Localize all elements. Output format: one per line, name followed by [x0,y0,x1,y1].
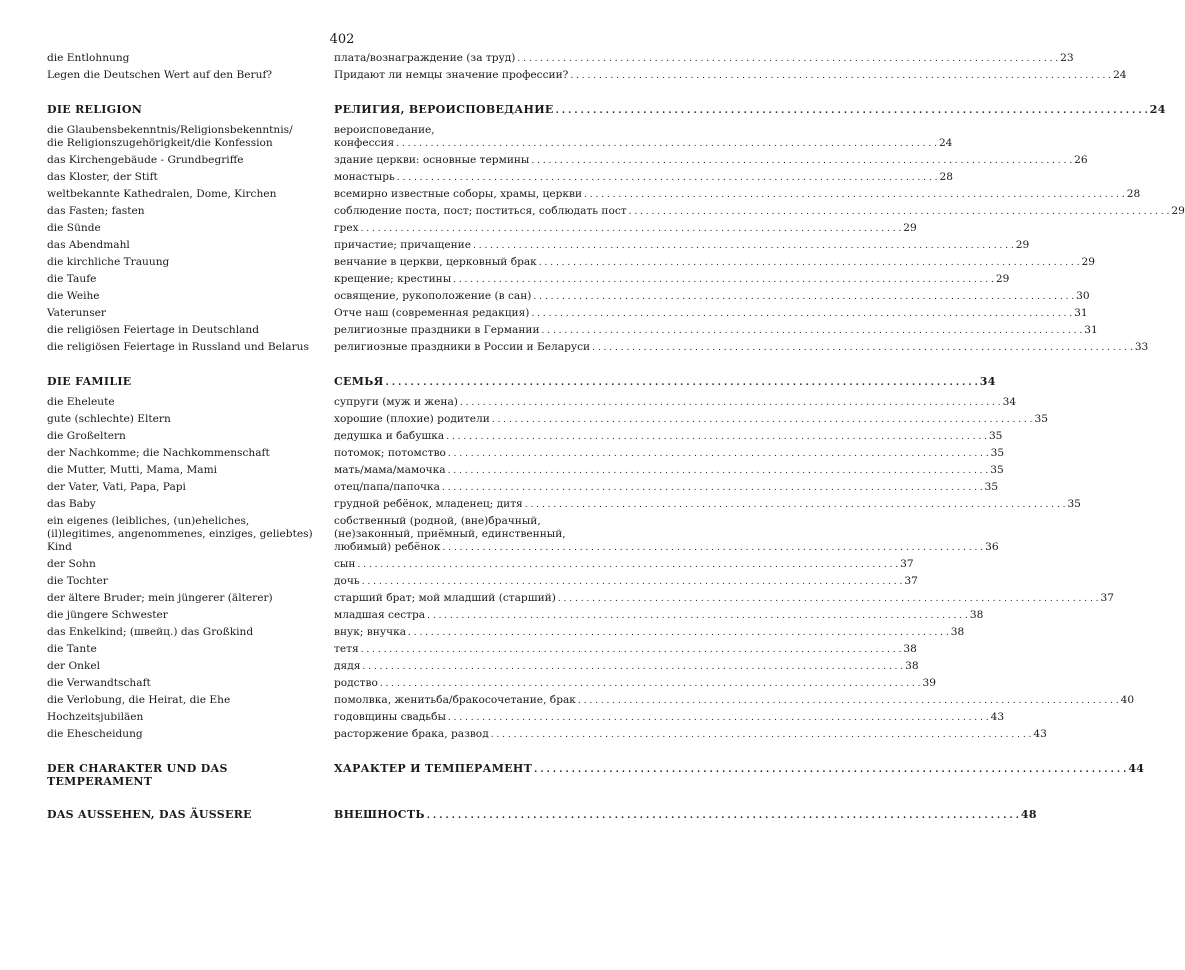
ru-title: супруги (муж и жена) [334,396,458,408]
entry-ru [334,124,953,151]
page-ref: 35 [990,447,1005,459]
page-ref: 24 [938,137,953,149]
page-ref: 34 [979,375,996,388]
ru-title: здание церкви: основные термины [334,154,530,166]
ru-final-line [334,541,999,555]
entry-ru [334,447,1005,461]
page-ref: 38 [903,643,917,655]
ru-leading-lines: вероисповедание, [334,124,435,136]
entry-de: die religiösen Feiertage in Russland und Belarus [47,341,309,353]
toc-entry[interactable] [47,464,1004,478]
page-ref: 36 [985,541,999,553]
page-ref: 24 [1149,103,1166,116]
ru-final-line [334,290,1090,304]
page-ref: 29 [1171,205,1185,217]
ru-final-line [334,103,1166,118]
toc-entry[interactable] [47,430,1003,444]
entry-de: das Kloster, der Stift [47,171,158,183]
toc-entry[interactable] [47,52,1074,66]
page-ref: 40 [1120,694,1135,706]
ru-final-line [334,728,1047,742]
ru-final-line [334,375,996,390]
heading-ru [334,103,1166,118]
entry-de: die religiösen Feiertage in Deutschland [47,324,260,336]
dot-leader [394,137,939,151]
page-number: 402 [329,32,355,47]
ru-final-line [334,222,917,236]
entry-ru [334,643,917,657]
page-ref: 37 [904,575,918,587]
dot-leader [406,626,951,640]
page-ref: 28 [1126,188,1141,200]
page-ref: 37 [900,558,914,570]
dot-leader [590,341,1135,355]
toc-entry[interactable] [47,575,918,589]
ru-final-line [334,307,1088,321]
entry-de: das Baby [47,498,96,510]
toc-entry[interactable] [47,660,919,674]
dot-leader [446,447,991,461]
table-of-contents [47,52,1185,843]
entry-ru [334,341,1149,355]
page-ref: 26 [1074,154,1088,166]
page-ref: 35 [1034,413,1049,425]
ru-final-line [334,205,1185,219]
entry-de: weltbekannte Kathedralen, Dome, Kirchen [47,188,277,200]
ru-title: внук; внучка [334,626,407,638]
ru-final-line [334,498,1081,512]
dot-leader [359,643,904,657]
ru-title: венчание в церкви, церковный брак [334,256,537,268]
entry-de: die Verlobung, die Heirat, die Ehe [47,694,231,706]
entry-de: die Sünde [47,222,101,234]
dot-leader [444,430,989,444]
entry-de: die Eheleute [47,396,115,408]
entry-de: der Nachkomme; die Nachkommenschaft [47,447,270,459]
dot-leader [556,592,1101,606]
entry-ru [334,396,1017,410]
page-ref: 24 [1113,69,1127,81]
ru-final-line [334,447,1005,461]
ru-title: сын [334,558,356,570]
dot-leader [529,307,1074,321]
ru-final-line [334,609,984,623]
dot-leader [440,481,985,495]
ru-title: мать/мама/мамочка [334,464,446,476]
ru-title: ВНЕШНОСТЬ [334,808,425,821]
entry-ru [334,498,1081,512]
ru-final-line [334,396,1017,410]
dot-leader [425,609,970,623]
dot-leader [384,375,980,390]
page-ref: 31 [1084,324,1098,336]
page-ref: 33 [1134,341,1149,353]
entry-ru [334,290,1090,304]
page-ref: 38 [950,626,965,638]
ru-final-line [334,171,953,185]
toc-entry[interactable] [47,324,1098,338]
page-ref: 29 [903,222,917,234]
entry-de: die Weihe [47,290,100,302]
entry-de: der ältere Bruder; mein jüngerer (älterer) [47,592,273,604]
toc-entry[interactable] [47,515,999,555]
ru-title: крещение; крестины [334,273,452,285]
ru-title: отец/папа/папочка [334,481,440,493]
ru-title: родство [334,677,378,689]
dot-leader [489,728,1034,742]
ru-title: СЕМЬЯ [334,375,384,388]
entry-de: ein eigenes (leibliches, (un)eheliches, (il)legitimes, angenommenes, einziges, geliebtes) Kind [47,515,313,553]
entry-ru [334,205,1185,219]
dot-leader [540,324,1085,338]
dot-leader [359,222,904,236]
ru-final-line [334,694,1135,708]
dot-leader [531,290,1076,304]
ru-final-line [334,256,1095,270]
ru-title: помолвка, женитьба/бракосочетание, брак [334,694,576,706]
entry-ru [334,222,917,236]
entry-ru [334,188,1141,202]
ru-final-line [334,762,1145,777]
dot-leader [529,154,1074,168]
toc-entry[interactable] [47,273,1010,287]
ru-title: дедушка и бабушка [334,430,445,442]
page-ref: 38 [905,660,919,672]
ru-title: тетя [334,643,359,655]
ru-title: религиозные праздники в России и Беларуси [334,341,591,353]
page-ref: 43 [1033,728,1047,740]
page-ref: 30 [1076,290,1090,302]
section-heading[interactable] [47,103,1166,118]
toc-entry[interactable] [47,643,917,657]
entry-ru [334,575,918,589]
toc-entry[interactable] [47,290,1090,304]
entry-ru [334,558,914,572]
ru-final-line [334,188,1141,202]
page-ref: 48 [1020,808,1037,821]
heading-de: DER CHARAKTER UND DAS TEMPERAMENT [47,762,228,788]
page-ref: 37 [1100,592,1115,604]
entry-de: der Sohn [47,558,96,570]
page-ref: 43 [990,711,1005,723]
entry-de: die Mutter, Mutti, Mama, Mami [47,464,218,476]
entry-de: die jüngere Schwester [47,609,168,621]
ru-final-line [334,239,1030,253]
ru-title: Придают ли немцы значение профессии? [334,69,569,81]
toc-entry[interactable] [47,558,914,572]
ru-final-line [334,808,1037,823]
page-ref: 29 [1081,256,1095,268]
toc-entry[interactable] [47,413,1049,427]
entry-ru [334,413,1049,427]
dot-leader [446,711,991,725]
entry-de: Vaterunser [47,307,106,319]
entry-de: die Tante [47,643,97,655]
section-heading[interactable] [47,762,1145,788]
ru-final-line [334,558,914,572]
entry-ru [334,324,1098,338]
toc-entry[interactable] [47,222,917,236]
entry-ru [334,52,1074,66]
entry-ru [334,239,1030,253]
entry-de: das Enkelkind; (швейц.) das Großkind [47,626,254,638]
entry-ru [334,464,1004,478]
toc-entry[interactable] [47,171,953,185]
toc-entry[interactable] [47,256,1095,270]
ru-title: потомок; потомство [334,447,446,459]
entry-de: gute (schlechte) Eltern [47,413,171,425]
dot-leader [360,575,905,589]
entry-de: die Taufe [47,273,97,285]
ru-title: дочь [334,575,360,587]
ru-final-line [334,464,1004,478]
entry-ru [334,154,1088,168]
dot-leader [471,239,1016,253]
page-ref: 35 [984,481,999,493]
toc-entry[interactable] [47,677,937,691]
page-ref: 44 [1128,762,1145,775]
dot-leader [627,205,1172,219]
page-ref: 35 [988,430,1003,442]
ru-leading-lines: собственный (родной, (вне)брачный, (не)законный, приёмный, единственный, [334,515,566,540]
dot-leader [446,464,991,478]
ru-final-line [334,643,917,657]
toc-entry[interactable] [47,188,1141,202]
dot-leader [537,256,1082,270]
toc-entry[interactable] [47,341,1149,355]
ru-final-line [334,413,1049,427]
toc-entry[interactable] [47,626,965,640]
dot-leader [360,660,905,674]
heading-ru [334,762,1145,777]
page-ref: 35 [1067,498,1081,510]
ru-final-line [334,52,1074,66]
ru-final-line [334,154,1088,168]
dot-leader [568,69,1113,83]
entry-de: Legen die Deutschen Wert auf den Beruf? [47,69,273,81]
ru-final-line [334,273,1010,287]
toc-entry[interactable] [47,711,1005,725]
dot-leader [395,171,940,185]
dot-leader [554,103,1150,118]
entry-ru [334,256,1095,270]
ru-title: РЕЛИГИЯ, ВЕРОИСПОВЕДАНИЕ [334,103,554,116]
dot-leader [515,52,1060,66]
ru-final-line [334,575,918,589]
ru-title: монастырь [334,171,395,183]
dot-leader [490,413,1035,427]
entry-de: die Entlohnung [47,52,130,64]
toc-section [47,52,1127,83]
toc-entry[interactable] [47,396,1017,410]
ru-title: всемирно известные соборы, храмы, церкви [334,188,583,200]
dot-leader [451,273,996,287]
toc-section [47,103,1185,355]
heading-de: DIE RELIGION [47,103,143,116]
ru-title: освящение, рукоположение (в сан) [334,290,532,302]
section-heading[interactable] [47,375,996,390]
entry-ru [334,711,1005,725]
ru-title: ХАРАКТЕР И ТЕМПЕРАМЕНТ [334,762,533,775]
ru-title: расторжение брака, развод [334,728,489,740]
toc-entry[interactable] [47,609,984,623]
toc-entry[interactable] [47,481,999,495]
ru-title: плата/вознаграждение (за труд) [334,52,516,64]
toc-entry[interactable] [47,124,953,151]
entry-de: die Tochter [47,575,108,587]
toc-entry[interactable] [47,154,1088,168]
ru-title: конфессия [334,137,395,149]
dot-leader [440,541,985,555]
toc-entry[interactable] [47,239,1030,253]
ru-title: старший брат; мой младший (старший) [334,592,556,604]
dot-leader [523,498,1068,512]
ru-title: религиозные праздники в Германии [334,324,540,336]
entry-ru [334,609,984,623]
page-ref: 28 [939,171,953,183]
page-ref: 29 [995,273,1010,285]
page-ref: 23 [1060,52,1074,64]
toc-section [47,762,1145,788]
page-ref: 29 [1015,239,1030,251]
entry-de: die Großeltern [47,430,126,442]
ru-title: соблюдение поста, пост; поститься, соблюдать пост [334,205,627,217]
heading-ru [334,808,1037,823]
dot-leader [532,762,1128,777]
heading-ru [334,375,996,390]
ru-title: грех [334,222,359,234]
heading-de: DAS AUSSEHEN, DAS ÄUSSERE [47,808,252,821]
ru-final-line [334,711,1005,725]
toc-entry[interactable] [47,592,1115,606]
toc-entry[interactable] [47,307,1088,321]
toc-entry[interactable] [47,205,1185,219]
heading-de: DIE FAMILIE [47,375,132,388]
toc-entry[interactable] [47,728,1047,742]
ru-title: любимый) ребёнок [334,541,441,553]
ru-final-line [334,677,937,691]
ru-title: годовщины свадьбы [334,711,446,723]
entry-de: das Fasten; fasten [47,205,145,217]
ru-final-line [334,626,965,640]
ru-title: причастие; причащение [334,239,472,251]
entry-ru [334,307,1088,321]
ru-title: хорошие (плохие) родители [334,413,490,425]
page-ref: 39 [922,677,937,689]
entry-de: das Abendmahl [47,239,130,251]
entry-de: das Kirchengebäude - Grundbegriffe [47,154,244,166]
entry-ru [334,728,1047,742]
ru-final-line [334,481,999,495]
ru-final-line [334,69,1127,83]
entry-de: die Verwandtschaft [47,677,151,689]
entry-ru [334,660,919,674]
entry-ru [334,69,1127,83]
entry-de: die Glaubensbekenntnis/Religionsbekenntnis/ die Religionszugehörigkeit/die Konfession [47,124,293,149]
ru-title: дядя [334,660,361,672]
entry-de: Hochzeitsjubiläen [47,711,144,723]
entry-ru [334,515,999,555]
entry-ru [334,626,965,640]
ru-final-line [334,430,1003,444]
page-ref: 34 [1002,396,1017,408]
ru-final-line [334,324,1098,338]
toc-section [47,375,1135,742]
ru-final-line [334,660,919,674]
section-heading[interactable] [47,808,1037,823]
entry-ru [334,592,1115,606]
page-ref: 35 [990,464,1004,476]
toc-entry[interactable] [47,694,1135,708]
toc-entry[interactable] [47,447,1005,461]
dot-leader [582,188,1127,202]
entry-ru [334,677,937,691]
dot-leader [355,558,900,572]
entry-ru [334,273,1010,287]
dot-leader [576,694,1121,708]
entry-de: der Vater, Vati, Papa, Papi [47,481,186,493]
ru-final-line [334,592,1115,606]
entry-de: die kirchliche Trauung [47,256,170,268]
dot-leader [378,677,923,691]
ru-title: грудной ребёнок, младенец; дитя [334,498,523,510]
page-ref: 38 [969,609,984,621]
toc-section [47,808,1037,823]
entry-ru [334,481,999,495]
entry-ru [334,694,1135,708]
entry-ru [334,430,1003,444]
toc-entry[interactable] [47,69,1127,83]
ru-final-line [334,137,953,151]
ru-final-line [334,341,1149,355]
toc-entry[interactable] [47,498,1081,512]
ru-title: Отче наш (современная редакция) [334,307,530,319]
entry-de: der Onkel [47,660,101,672]
page-ref: 31 [1074,307,1088,319]
dot-leader [458,396,1003,410]
dot-leader [425,808,1021,823]
ru-title: младшая сестра [334,609,426,621]
entry-ru [334,171,953,185]
entry-de: die Ehescheidung [47,728,143,740]
